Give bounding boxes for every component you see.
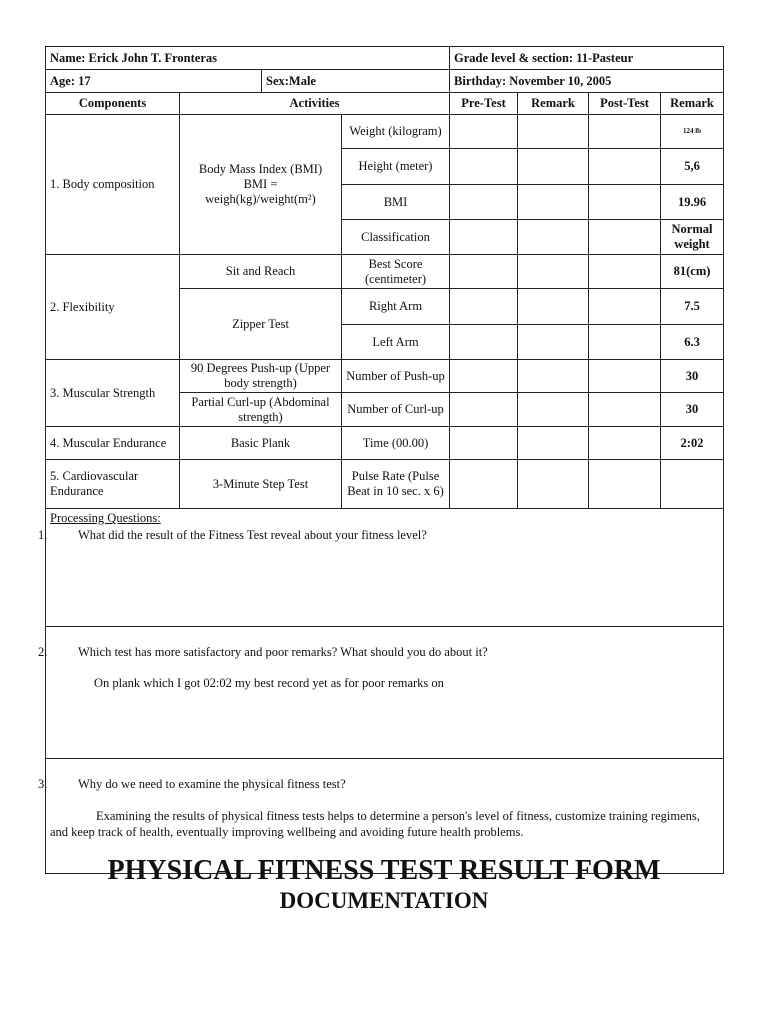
component-muscular-endurance: 4. Muscular Endurance [46,427,180,460]
question-2-cell [38,627,724,759]
table-row [46,360,724,393]
component-body-composition: 1. Body composition [46,115,180,255]
cell-posttest [589,393,661,427]
question-1-text: What did the result of the Fitness Test reveal about your fitness level? [78,528,427,542]
cell-remark [518,427,589,460]
table-row [46,255,724,289]
question-2-number: 2. [38,645,48,659]
info-row-2 [46,70,724,93]
activity-bmi-line3: weigh(kg)/weight(m²) [205,192,316,206]
cell-posttest [589,149,661,185]
activity-curlup: Partial Curl-up (Abdominal strength) [180,393,342,427]
cell-posttest [589,289,661,325]
remark-height: 5,6 [661,149,724,185]
activity-bmi-line1: Body Mass Index (BMI) [198,162,323,176]
cell-pretest [450,289,518,325]
cell-posttest [589,185,661,220]
activity-zipper-test: Zipper Test [180,289,342,360]
table-row [46,460,724,509]
cell-pretest [450,360,518,393]
activity-bmi-line2: BMI = [243,177,278,191]
student-sex: Sex:Male [262,70,450,93]
question-row-2 [46,627,724,759]
cell-pretest [450,393,518,427]
remark-right-arm: 7.5 [661,289,724,325]
measure-weight: Weight (kilogram) [342,115,450,149]
cell-pretest [450,149,518,185]
question-1-number: 1. [38,528,48,542]
answer-2: On plank which I got 02:02 my best record yet as for poor remarks on [94,676,444,690]
header-remark-1: Remark [518,93,589,115]
cell-remark [518,393,589,427]
cell-pretest [450,115,518,149]
question-1-cell [38,509,724,627]
cell-posttest [589,427,661,460]
question-3-text: Why do we need to examine the physical fitness test? [78,777,346,791]
processing-questions-title: Processing Questions: [50,511,161,525]
cell-remark [518,325,589,360]
cell-posttest [589,325,661,360]
header-row [46,93,724,115]
component-flexibility: 2. Flexibility [46,255,180,360]
measure-pulse-rate: Pulse Rate (Pulse Beat in 10 sec. x 6) [342,460,450,509]
header-activities: Activities [180,93,450,115]
question-3-number: 3. [38,777,48,791]
cell-pretest [450,220,518,255]
activity-step-test: 3-Minute Step Test [180,460,342,509]
header-remark-2: Remark [661,93,724,115]
remark-classification: Normal weight [661,220,724,255]
table-row [46,115,724,149]
cell-remark [518,460,589,509]
measure-height: Height (meter) [342,149,450,185]
header-pretest: Pre-Test [450,93,518,115]
measure-curlup: Number of Curl-up [342,393,450,427]
student-birthday: Birthday: November 10, 2005 [450,70,724,93]
measure-time: Time (00.00) [342,427,450,460]
cell-pretest [450,427,518,460]
activity-pushup: 90 Degrees Push-up (Upper body strength) [180,360,342,393]
remark-plank: 2:02 [661,427,724,460]
measure-bmi: BMI [342,185,450,220]
remark-curlup: 30 [661,393,724,427]
student-age: Age: 17 [46,70,262,93]
fitness-table [38,46,724,874]
cell-pretest [450,460,518,509]
fitness-form [38,46,723,874]
cell-pretest [450,185,518,220]
cell-remark [518,220,589,255]
cell-remark [518,360,589,393]
info-row-1 [46,47,724,70]
component-cardio: 5. Cardiovascular Endurance [46,460,180,509]
cell-posttest [589,360,661,393]
question-1 [38,528,719,543]
cell-posttest [589,115,661,149]
cell-remark [518,289,589,325]
cell-remark [518,149,589,185]
answer-3: Examining the results of physical fitness tests helps to determine a person's level of fitness, customize training regimens, and keep track of health, eventually improving wellbeing and avoiding future health problems. [50,809,700,839]
remark-weight: 124 lb [661,115,724,149]
question-row-1 [46,509,724,627]
activity-plank: Basic Plank [180,427,342,460]
cell-remark [518,255,589,289]
question-3 [38,777,719,792]
cell-remark [518,185,589,220]
measure-classification: Classification [342,220,450,255]
cell-pretest [450,325,518,360]
remark-bmi: 19.96 [661,185,724,220]
activity-sit-reach: Sit and Reach [180,255,342,289]
cell-posttest [589,220,661,255]
measure-pushup: Number of Push-up [342,360,450,393]
measure-left-arm: Left Arm [342,325,450,360]
component-muscular-strength: 3. Muscular Strength [46,360,180,427]
remark-sit-reach: 81(cm) [661,255,724,289]
question-2 [38,645,719,660]
cell-pretest [450,255,518,289]
form-title: PHYSICAL FITNESS TEST RESULT FORM [107,855,661,886]
remark-step-test [661,460,724,509]
header-components: Components [46,93,180,115]
cell-posttest [589,460,661,509]
grade-section: Grade level & section: 11-Pasteur [450,47,724,70]
cell-remark [518,115,589,149]
table-row [46,427,724,460]
question-2-text: Which test has more satisfactory and poor remarks? What should you do about it? [78,645,488,659]
header-posttest: Post-Test [589,93,661,115]
remark-pushup: 30 [661,360,724,393]
student-name: Name: Erick John T. Fronteras [46,47,450,70]
form-subtitle: DOCUMENTATION [279,888,489,913]
measure-right-arm: Right Arm [342,289,450,325]
cell-posttest [589,255,661,289]
measure-best-score: Best Score (centimeter) [342,255,450,289]
activity-bmi [180,115,342,255]
remark-left-arm: 6.3 [661,325,724,360]
